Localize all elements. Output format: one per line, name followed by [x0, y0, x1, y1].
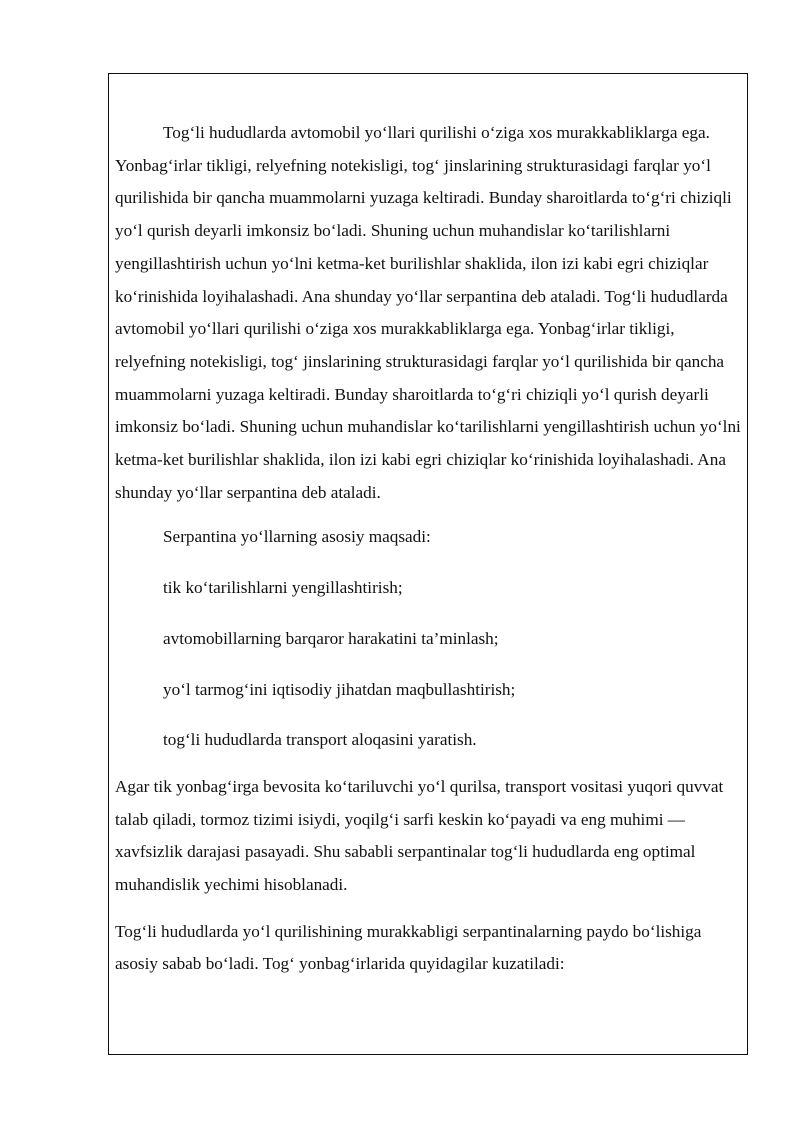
document-body	[115, 117, 747, 981]
goal-item-4: tog‘li hududlarda transport aloqasini yaratish.	[163, 730, 477, 750]
goal-item-1: tik ko‘tarilishlarni yengillashtirish;	[163, 578, 403, 598]
intro-paragraph: Tog‘li hududlarda avtomobil yo‘llari qurilishi o‘ziga xos murakkabliklarga ega. Yonbag‘irlar tikligi, relyefning notekisligi, tog‘ jinslarining strukturasidagi farqlar yo‘l qurilishida bir qancha muammolarni yuzaga keltiradi. Bunday sharoitlarda to‘g‘ri chiziqli yo‘l qurish deyarli imkonsiz bo‘ladi. Shuning uchun muhandislar ko‘tarilishlarni yengillashtirish uchun yo‘lni ketma-ket burilishlar shaklida, ilon izi kabi egri chiziqlar ko‘rinishida loyihalashadi. Ana shunday yo‘llar serpantina deb ataladi. Tog‘li hududlarda avtomobil yo‘llari qurilishi o‘ziga xos murakkabliklarga ega. Yonbag‘irlar tikligi, relyefning notekisligi, tog‘ jinslarining strukturasidagi farqlar yo‘l qurilishida bir qancha muammolarni yuzaga keltiradi. Bunday sharoitlarda to‘g‘ri chiziqli yo‘l qurish deyarli imkonsiz bo‘ladi. Shuning uchun muhandislar ko‘tarilishlarni yengillashtirish uchun yo‘lni ketma-ket burilishlar shaklida, ilon izi kabi egri chiziqlar ko‘rinishida loyihalashadi. Ana shunday yo‘llar serpantina deb ataladi.	[115, 123, 741, 502]
closing-paragraph: Tog‘li hududlarda yo‘l qurilishining murakkabligi serpantinalarning paydo bo‘lishiga asosiy sabab bo‘ladi. Tog‘ yonbag‘irlarida quyidagilar kuzatiladi:	[115, 921, 702, 974]
goal-item-2: avtomobillarning barqaror harakatini ta’minlash;	[163, 628, 499, 648]
goals-heading: Serpantina yo‘llarning asosiy maqsadi:	[163, 527, 431, 547]
goal-item-3: yo‘l tarmog‘ini iqtisodiy jihatdan maqbullashtirish;	[163, 679, 516, 699]
safety-paragraph: Agar tik yonbag‘irga bevosita ko‘tariluvchi yo‘l qurilsa, transport vositasi yuqori quvvat talab qiladi, tormoz tizimi isiydi, yoqilg‘i sarfi keskin ko‘payadi va eng muhimi — xavfsizlik darajasi pasayadi. Shu sababli serpantinalar tog‘li hududlarda eng optimal muhandislik yechimi hisoblanadi.	[115, 776, 724, 895]
